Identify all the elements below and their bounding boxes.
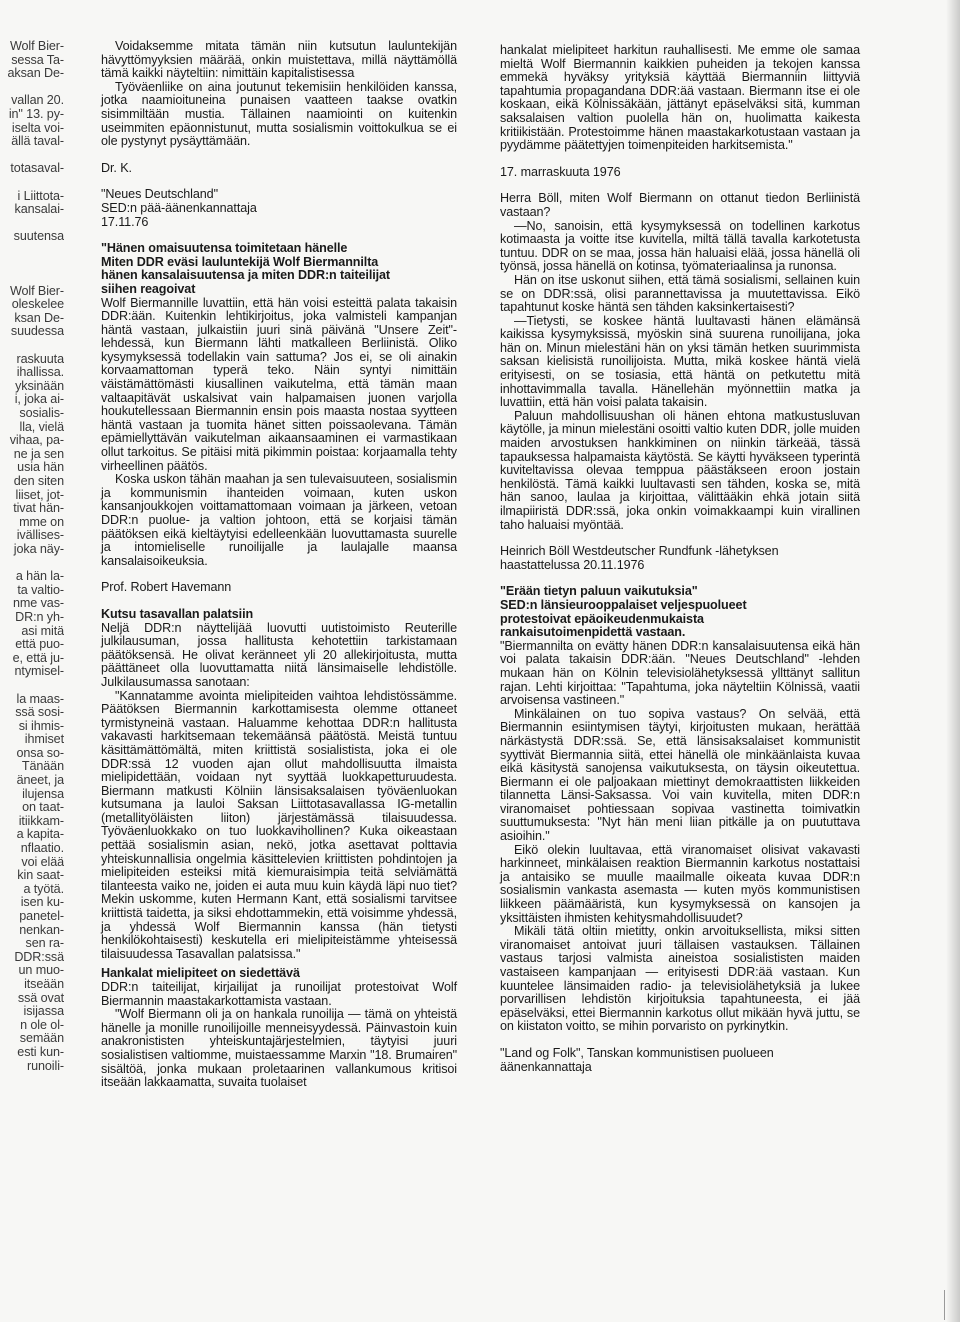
cropped-text-fragment: suutensa [13, 229, 64, 244]
section-heading: protestoivat epäoikeudenmukaista [500, 611, 704, 626]
cropped-text-fragment: voi elää [21, 854, 64, 869]
cropped-text-fragment: nenkan- [19, 922, 64, 937]
cropped-text-fragment: esti kun- [17, 1044, 64, 1059]
cropped-text-fragment: totasaval- [10, 161, 64, 176]
section-heading: "Erään tietyn paluun vaikutuksia" [500, 584, 698, 599]
cropped-text-fragment: äneet, ja [16, 773, 64, 788]
cropped-text-fragment: suudessa [10, 324, 64, 339]
cropped-text-fragment: vallan 20. [11, 93, 64, 108]
cropped-text-fragment: panetel- [19, 909, 64, 923]
cropped-text-fragment: la maas- [16, 691, 64, 706]
cropped-text-fragment: sen ra- [25, 936, 64, 951]
cropped-text-fragment: ssä ovat [17, 990, 64, 1005]
interview-answer: —Tietysti, se koskee häntä luultavasti hänen elämänsä kaikissa kysymyksissä, myöskin sinä suurena runoilijana, joka hän on. Minun mielestäni hän on yksi tämän hetken suurimmista saksan kielisistä runoilijoista. Mutta, mikä koskee häntä vielä erityisesti, on se tosiasia, että häntä on petkutettu mitä inhottavimmalla tavalla. Hänellehän myönnettiin matka ja luvattiin, että hän voisi palata takaisin. [500, 313, 860, 410]
paragraph: Koska uskon tähän maahan ja sen tulevaisuuteen, sosialismin ja kommunismin ihanteiden voimaan, kuten uskon kansanjoukkojen voittamattomaan voimaan ja järkeen, vetoan DDR:n puolue- ja valtion johtoon, että se korjaisi tämän päätöksen eikä kieltäytyisi edelleenkään luovuttamasta suurelle ja intomieliselle runoilijalle ja laulajalle maansa kansalaisoikeuksia. [101, 472, 457, 568]
cropped-text-fragment: on taat- [22, 800, 64, 815]
section-heading: hänen kansalaisuutensa ja miten DDR:n taiteilijat [101, 268, 391, 283]
line-gap [0, 149, 64, 163]
interview-answer: Hän on itse uskonut siihen, että tämä sosialismi, sellainen kuin se on DDR:ssä, olisi parannettavissa ja muutettavissa. Eikö tapahtunut koske häntä sen tähden kaksinkertaisesti? [500, 272, 860, 315]
cropped-text-fragment: ihmiset [24, 732, 64, 747]
cropped-text-fragment: ksan De- [14, 310, 64, 325]
cropped-text-fragment: nflaatio. [20, 841, 64, 856]
cropped-text-fragment: si ihmis- [18, 718, 64, 733]
right-column [500, 44, 860, 1074]
cropped-text-fragment: DR:n yh- [15, 609, 64, 624]
cropped-text-fragment: iselta voi- [11, 120, 64, 135]
cropped-text-fragment: itiikkam- [18, 813, 64, 828]
cropped-text-fragment: semään [19, 1031, 64, 1046]
signature: Dr. K. [101, 160, 132, 175]
cropped-text-fragment: i Liittota- [17, 188, 64, 203]
line-gap [0, 679, 64, 693]
cropped-text-fragment: Wolf Bier- [9, 40, 64, 53]
line-gap [0, 557, 64, 571]
paragraph: "Wolf Biermann oli ja on hankala runoilija — tämä on yhteistä hänelle ja monille runoilijoille menneisyydessä. Päinvastoin kuin anakronististen yhteiskuntajärjestelmien, täytyisi juuri sosialistisen valtiomme, muistaessamme Marxin "18. Brumairen" sisältöä, jonka mukaan proletaarinen vallankumous kritisoi itseään lakkaamatta, suvaita tuolaiset [101, 1007, 457, 1090]
interview-answer: —No, sanoisin, että kysymyksessä on todellinen karkotus kotimaasta ja voitte itse kuvitella, miltä tällä tavalla karkotetusta tuntuu. DDR on se maa, jossa hän haluaisi elää, jossa hänellä oli työnsä, jossa hänellä on kotinsa, työmateriaalinsa ja runonsa. [500, 218, 860, 274]
cropped-text-fragment: raskuuta [16, 351, 64, 366]
middle-column [101, 40, 457, 1090]
cropped-text-fragment: aksan De- [7, 66, 64, 81]
paragraph: Mikäli tätä oltiin mietitty, onkin arvoituksellista, miksi sitten viranomaiset antoivat juuri tällaisen vastauksen. Tällainen vastaus tarjosi valmista aineistoa sosialististen maiden vastaiseen kampanjaan — erityisesti DDR:ää vastaan. Kun kuuntelee länsimaiden radio- ja televisiolähetyksiä ja lukee porvarillisen lehdistön kirjoituksia tapahtuneesta, ei jää epäselväksi, ettei Biermannin karkotus ollut mikään hyvä juttu, se on kiistaton voitto, se mihin porvaristo on pyrkinytkin. [500, 924, 860, 1034]
cropped-text-fragment: isijassa [23, 1004, 64, 1019]
cropped-text-fragment: den siten [13, 474, 64, 488]
cropped-text-fragment: ntymisel- [14, 664, 64, 679]
line-gap [0, 81, 64, 95]
source-line: Heinrich Böll Westdeutscher Rundfunk -lähetyksen haastattelussa 20.11.1976 [500, 544, 779, 572]
cropped-text-fragment: Tänään [21, 759, 64, 774]
cropped-text-fragment: n ole ol- [20, 1017, 64, 1032]
cropped-text-fragment: lla, vielä [19, 419, 64, 434]
cropped-text-fragment: a kapita- [16, 827, 64, 842]
section-heading: rankaisutoimenpidettä vastaan. [500, 625, 686, 640]
section-heading: Miten DDR eväsi lauluntekijä Wolf Biermannilta [101, 254, 379, 269]
cropped-text-fragment: Wolf Bier- [9, 283, 64, 298]
paragraph: Eikö olekin luultavaa, että viranomaiset olisivat vakavasti harkinneet, minkälaisen reaktion Biermannin karkotus nostattaisi ja antaisiko se muulle maailmalle oikeata kuvaa DDR:n sosialismin vankasta asemasta — kuten myös kommunistisen liikkeen päämääristä, kun kysymyksessä on kansojen ja yksittäisten ihmisten kehitysmahdollisuudet? [500, 842, 860, 925]
source-line: 17.11.76 [101, 214, 149, 229]
source-line: "Land og Folk", Tanskan kommunistisen puolueen äänenkannattaja [500, 1045, 774, 1074]
left-cropped-column [0, 40, 64, 1073]
cropped-text-fragment: ssä sosi- [15, 705, 64, 720]
cropped-text-fragment: ällä taval- [11, 134, 64, 149]
section-heading: Kutsu tasavallan palatsiin [101, 606, 254, 621]
cropped-text-fragment: sessa Ta- [11, 52, 64, 67]
paragraph: hankalat mielipiteet harkitun rauhallisesti. Me emme ole samaa mieltä Wolf Biermannin kaikkien puheiden ja tekojen kanssa emmekä hyväksy yrityksiä käyttää Biermanniin liittyviä tapahtumia propagandana DDR:ää vastaan. Biermann itse ei ole koskaan, eikä Kölnissäkään, jättänyt epäselväksi sitä, kumman saksalaisen valtion puolella hän on, huolimatta kaikesta kritiikistään. Protestoimme hänen maastakarkotustaan vastaan ja pyydämme päätettyjen toimenpiteiden harkitsemista." [500, 43, 860, 153]
line-gap [0, 217, 64, 231]
line-gap [0, 258, 64, 272]
paragraph: "Biermannilta on evätty hänen DDR:n kansalaisuutensa eikä hän voi palata takaisin DDR:ään. "Neues Deutschland" -lehden mukaan hän on Kölnin televisiolähetyksessä yllttänyt sallitun rajan. Lehti kirjoittaa: "Tapahtuma, joka näyteltiin Kölnissä, vaatii arvoisensa vastineen." [500, 638, 860, 708]
page-edge-shadow [946, 0, 960, 1322]
paragraph: Voidaksemme mitata tämän niin kutsutun lauluntekijän hävyttömyyksien määrää, onkin muistettava, millä näyttämöllä tämä kaikki näyteltiin: nimittäin kapitalistisessa [101, 39, 457, 81]
section-heading: Hankalat mielipiteet on siedettävä [101, 966, 300, 981]
section-heading: "Hänen omaisuutensa toimitetaan hänelle [101, 241, 348, 256]
section-heading: siihen reagoivat [101, 281, 196, 296]
paragraph: DDR:n taiteilijat, kirjailijat ja runoilijat protestoivat Wolf Biermannin maastakarkottamista vastaan. [101, 980, 457, 1008]
cropped-text-fragment: yksinään [15, 378, 64, 393]
paragraph: Neljä DDR:n näyttelijää luovutti uutistoimisto Reuterille julkilausuman, jossa hallitusta kehotettiin tarkistamaan päätöksensä. He olivat keränneet yli 20 allekirjoitusta, mutta päättäneet olla luovuttamatta niitä länsimaiselle lehdistölle. Julkilausumassa sanotaan: [101, 620, 457, 689]
dateline: 17. marraskuuta 1976 [500, 164, 621, 179]
cropped-text-fragment: ne ja sen [13, 446, 64, 461]
cropped-text-fragment: tivat hän- [13, 501, 64, 516]
line-gap [0, 339, 64, 353]
signature: Prof. Robert Havemann [101, 580, 232, 595]
cropped-text-fragment: asi mitä [21, 623, 64, 638]
cropped-text-fragment: kin saat- [17, 868, 64, 883]
line-gap [0, 244, 64, 258]
paragraph: Minkälainen on tuo sopiva vastaus? On selvää, että Biermannin esiintymisen täytyi, kirjoitusten mukaan, herättää närkästystä DDR:ssä. Se, että länsisaksalaiset kommunistit syyttivät Biermannia siitä, ettei hänellä ole minkäänlaista kuvaa eikä käsitystä sanojensa vaikutuksesta, on täysin oikeutettua. Biermann ei ole paljoakaan miettinyt demokraattisten liikkeiden tilannetta Länsi-Saksassa. Voi vain kuvitella, miten DDR:n viranomaiset pohtiessaan sopivaa vastinetta toimivatkin suuttumuksesta: "Nyt hän meni liian pitkälle ja on puututtava asioihin." [500, 706, 860, 844]
line-gap [0, 271, 64, 285]
cropped-text-fragment: ilujensa [22, 786, 64, 801]
cropped-text-fragment: un muo- [18, 963, 64, 978]
cropped-text-fragment: runoili- [27, 1058, 64, 1073]
cropped-text-fragment: oleskelee [11, 297, 64, 312]
cropped-text-fragment: ta valtio- [17, 582, 64, 597]
source-line: "Neues Deutschland" [101, 187, 218, 202]
cropped-text-fragment: a hän la- [15, 569, 64, 584]
cropped-text-fragment: a työtä. [23, 881, 64, 896]
cropped-text-fragment: joka näy- [13, 541, 64, 556]
cropped-text-fragment: isen ku- [20, 895, 64, 910]
cropped-text-fragment: nme vas- [13, 596, 64, 611]
cropped-text-fragment: itseään [24, 976, 64, 991]
section-heading: SED:n länsieurooppalaiset veljespuolueet [500, 597, 747, 612]
cropped-text-fragment: vihaa, pa- [9, 433, 64, 448]
cropped-text-fragment: e, että ju- [12, 650, 64, 665]
cropped-text-fragment: usia hän [17, 460, 64, 475]
page-edge-mark [944, 1290, 945, 1320]
cropped-text-fragment: ihallissa. [16, 365, 64, 380]
line-gap [0, 176, 64, 190]
cropped-text-fragment: DDR:ssä [14, 949, 64, 964]
paragraph: "Kannatamme avointa mielipiteiden vaihtoa lehdistössämme. Päätöksen Biermannin karkottamisesta olemme ottaneet tyrmistyneinä vastaan. Haluamme kehottaa DDR:n hallitusta vakavasti harkitsemaan tekemäänsä päätöstä. Meistä tuntuu käsittämättömältä, miten kriittistä sosialistista, joka ei ole DDR:ssä 12 vuoden ajan ollut mahdollisuutta ilmaista mielipidettään, voidaan nyt syyttää luokkapetturuudesta. Biermann matkusti Kölniin länsisaksalaisen työväenluokan kutsumana ja lauloi Saksan Liittotasavallassa IG-metallin (metallityöläisten liiton) järjestämässä tilaisuudessa. Työväenluokkako on tuo luokkavihollinen? Kuka oikeastaan pettää sosialismin asian, nekö, jotka asettavat polttavia yhteiskunnallisia ongelmia käsittelevien kriittisten pohdintojen ja mielipiteiden esteiksi mitä kiemuraisimpia teitä selviämättä tilanteesta vaiko ne, joiden ei auta muu kuin käydä läpi nuo tiet? Mekin uskomme, kuten Hermann Kant, että sosialismi tarvitsee kriittistä taidetta, ja siksi ehdottammekin, että voisimme yhdessä, ja yhdessä Wolf Biermannin kanssa (hän tietysti henkilökohtaisesti) keskutella eri mielipiteistämme yhteisessä tilaisuudessa Tasavallan palatsissa." [101, 688, 457, 961]
paragraph: Työväenliike on aina joutunut tekemisiin henkilöiden kanssa, jotka naamioituneina punaisen vaatteen taakse ovatkin sisimmiltään mustia. Tällainen naamiointi on kuitenkin useimmiten epäonnistunut, mutta sosialismin voittokulkua se ei ole pystynyt pysäyttämään. [101, 79, 457, 149]
interview-question: Herra Böll, miten Wolf Biermann on ottanut tiedon Berliinistä vastaan? [500, 191, 860, 219]
interview-answer: Paluun mahdollisuushan oli hänen ehtona matkustusluvan käytölle, ja minun mielestäni osoitti valtio kuten DDR, jolle muiden maiden arvostuksen hankkiminen on niinkin tärkeää, tässä tapauksessa halpamaista käytöstä. Se käytti hyväkseen typerintä kuviteltavissa olevaa temppua päästäkseen eroon jostain henkilöstä. Tämä kaikki luultavasti sen tähden, koska se, mitä hän sanoo, laulaa ja kirjoittaa, välittääkin ehkä jotain siitä ilmapiiristä DDR:ssä, joka onkin voimakkaampi kuin virallinen taho haluaisi myöntää. [500, 408, 860, 532]
cropped-text-fragment: että puo- [15, 637, 64, 652]
source-line: SED:n pää-äänenkannattaja [101, 200, 257, 215]
cropped-text-fragment: i, joka ai- [14, 392, 64, 407]
cropped-text-fragment: in" 13. py- [8, 106, 64, 121]
cropped-text-fragment: sosialis- [19, 406, 64, 421]
paragraph: Wolf Biermannille luvattiin, että hän voisi esteittä palata takaisin DDR:ään. Kuitenkin lehtikirjoitus, joka valmisteli kampanjan häntä vastaan, julkaistiin juuri sinä päivänä "Unsere Zeit"-lehdessä, kun Biermann lähti matkalleen Berliinistä. Oliko kysymyksessä todellakin vain sattuma? Jos ei, se oli ainakin korvaamattoman typerä teko. Näin syntyi nimittäin väistämättömästi kiusallinen vaikutelma, että tämän maan valtaapitävät uskalsivat vain halpamaisen juonen varjolla houkutellessaan Biermannin ensin pois maasta nostaa syytteen häntä vastaan ja tuomita hänet sitten poissaolevana. Tämän epämiellyttävän vaikutelman aikaansaaminen ei varmastikaan ollut tarkoitus. Se pitäisi mitä pikimmin poistaa: korjaamalla tehty virheellinen päätös. [101, 295, 457, 473]
cropped-text-fragment: onsa so- [16, 745, 64, 760]
cropped-text-fragment: liiset, jot- [15, 487, 64, 502]
cropped-text-fragment: ivällises- [16, 528, 64, 543]
cropped-text-fragment: kansalai- [14, 202, 64, 217]
cropped-text-fragment: mme on [19, 514, 64, 529]
